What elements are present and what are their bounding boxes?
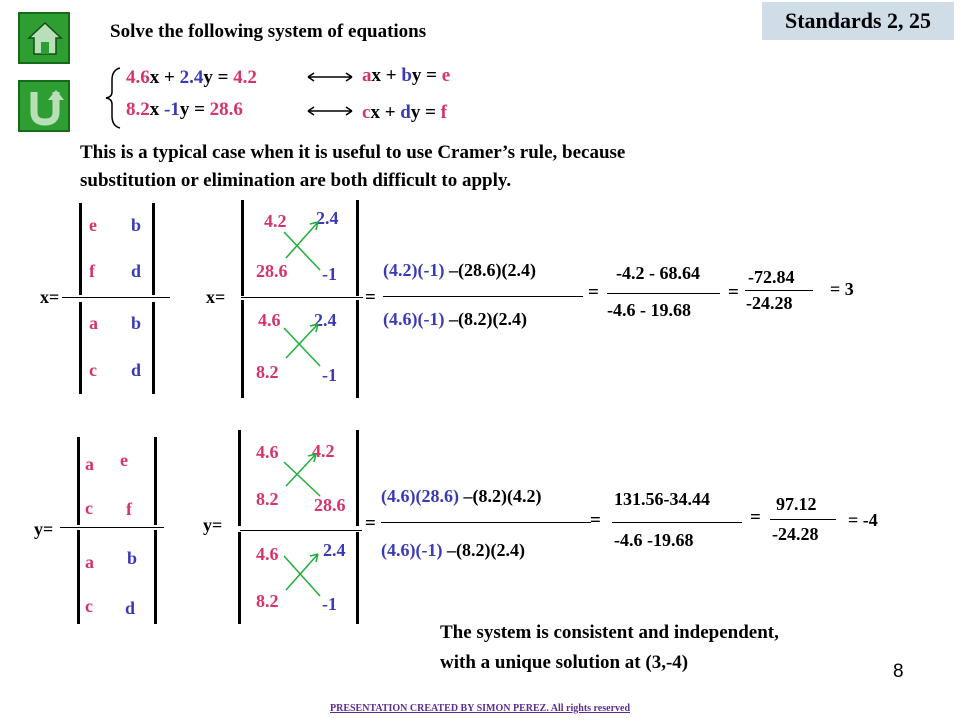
y-equals-2: = bbox=[590, 510, 601, 531]
home-icon bbox=[26, 20, 64, 58]
y-sym-d: d bbox=[125, 598, 136, 618]
y-step2-den: -4.6 -19.68 bbox=[614, 530, 694, 550]
x-cross-arrows bbox=[280, 218, 340, 388]
general-equation-2: cx + dy = f bbox=[362, 102, 447, 123]
coef-d: -1 bbox=[164, 99, 180, 120]
y-sym-c: c bbox=[85, 498, 93, 518]
x-sym-f: f bbox=[89, 261, 95, 281]
const-f: 28.6 bbox=[209, 99, 243, 120]
x-sym-d: d bbox=[131, 261, 142, 281]
const-e: 4.2 bbox=[233, 67, 257, 88]
page-title: Solve the following system of equations bbox=[110, 21, 427, 42]
x-sym-b2: b bbox=[131, 313, 142, 333]
general-equation-1: ax + by = e bbox=[362, 65, 451, 86]
intro-line-1: This is a typical case when it is useful to use Cramer’s rule, because bbox=[80, 142, 626, 163]
x-expr-den: (4.6)(-1) –(8.2)(2.4) bbox=[383, 309, 527, 329]
y-step3-den: -24.28 bbox=[772, 524, 819, 544]
x-label: x= bbox=[40, 287, 60, 307]
y-expr-num: (4.6)(28.6) –(8.2)(4.2) bbox=[381, 486, 542, 506]
coef-b: 2.4 bbox=[179, 67, 204, 88]
double-arrows bbox=[302, 70, 358, 120]
y-sym-b: b bbox=[127, 548, 138, 568]
y-sym-f: f bbox=[126, 499, 132, 519]
x-sym-d2: d bbox=[131, 360, 142, 380]
x-label-2: x= bbox=[206, 287, 226, 307]
home-button[interactable] bbox=[18, 12, 70, 64]
x-den-d: -1 bbox=[322, 365, 337, 385]
y-equals-1: = bbox=[365, 513, 376, 534]
conclusion-line-2: with a unique solution at (3,-4) bbox=[440, 652, 689, 673]
x-num-d: -1 bbox=[322, 264, 337, 284]
x-step3-den: -24.28 bbox=[746, 293, 793, 313]
equation-2: 8.2x -1y = 28.6 bbox=[126, 99, 243, 120]
conclusion-line-1: The system is consistent and independent, bbox=[440, 622, 779, 643]
x-equals-2: = bbox=[588, 282, 599, 303]
coef-c: 8.2 bbox=[126, 99, 150, 120]
x-num-f: 28.6 bbox=[256, 261, 288, 281]
return-button[interactable] bbox=[18, 80, 70, 132]
coef-a: 4.6 bbox=[126, 67, 150, 88]
x-den-b: 2.4 bbox=[314, 310, 337, 330]
brace-icon bbox=[104, 66, 124, 130]
equation-1: 4.6x + 2.4y = 4.2 bbox=[126, 67, 257, 88]
y-cross-arrows bbox=[280, 450, 340, 610]
y-step3-num: 97.12 bbox=[776, 494, 817, 514]
y-num-f: 28.6 bbox=[314, 495, 346, 515]
return-icon bbox=[26, 88, 64, 126]
y-step2-num: 131.56-34.44 bbox=[614, 489, 710, 509]
x-num-e: 4.2 bbox=[264, 211, 287, 231]
x-den-c: 8.2 bbox=[256, 362, 279, 382]
x-result: = 3 bbox=[830, 279, 854, 299]
x-equals-1: = bbox=[365, 287, 376, 308]
y-label: y= bbox=[34, 519, 54, 539]
x-step3-num: -72.84 bbox=[748, 267, 795, 287]
y-num-a: 4.6 bbox=[256, 442, 279, 462]
footer-credit[interactable]: PRESENTATION CREATED BY SIMON PEREZ. All rights reserved bbox=[329, 703, 631, 714]
x-sym-b: b bbox=[131, 215, 142, 235]
x-sym-a: a bbox=[89, 313, 98, 333]
y-den-a: 4.6 bbox=[256, 544, 279, 564]
y-sym-c2: c bbox=[85, 596, 93, 616]
x-num-b: 2.4 bbox=[316, 208, 339, 228]
x-sym-e: e bbox=[89, 215, 97, 235]
y-den-d: -1 bbox=[322, 594, 337, 614]
y-equals-3: = bbox=[750, 507, 761, 528]
y-sym-a: a bbox=[85, 454, 94, 474]
y-den-b: 2.4 bbox=[323, 540, 346, 560]
intro-line-2: substitution or elimination are both difficult to apply. bbox=[80, 170, 512, 191]
x-den-a: 4.6 bbox=[258, 310, 281, 330]
x-step2-den: -4.6 - 19.68 bbox=[607, 300, 691, 320]
x-step2-num: -4.2 - 68.64 bbox=[616, 263, 700, 283]
x-equals-3: = bbox=[728, 282, 739, 303]
x-sym-c: c bbox=[89, 360, 97, 380]
y-label-2: y= bbox=[203, 515, 223, 535]
y-den-c: 8.2 bbox=[256, 591, 279, 611]
y-sym-a2: a bbox=[85, 552, 94, 572]
y-num-c: 8.2 bbox=[256, 489, 279, 509]
y-num-e: 4.2 bbox=[312, 441, 335, 461]
y-expr-den: (4.6)(-1) –(8.2)(2.4) bbox=[381, 540, 525, 560]
y-sym-e: e bbox=[120, 450, 128, 470]
standards-label: Standards 2, 25 bbox=[762, 2, 954, 40]
y-result: = -4 bbox=[848, 510, 878, 530]
page-number: 8 bbox=[893, 661, 904, 682]
x-expr-num: (4.2)(-1) –(28.6)(2.4) bbox=[383, 260, 536, 280]
